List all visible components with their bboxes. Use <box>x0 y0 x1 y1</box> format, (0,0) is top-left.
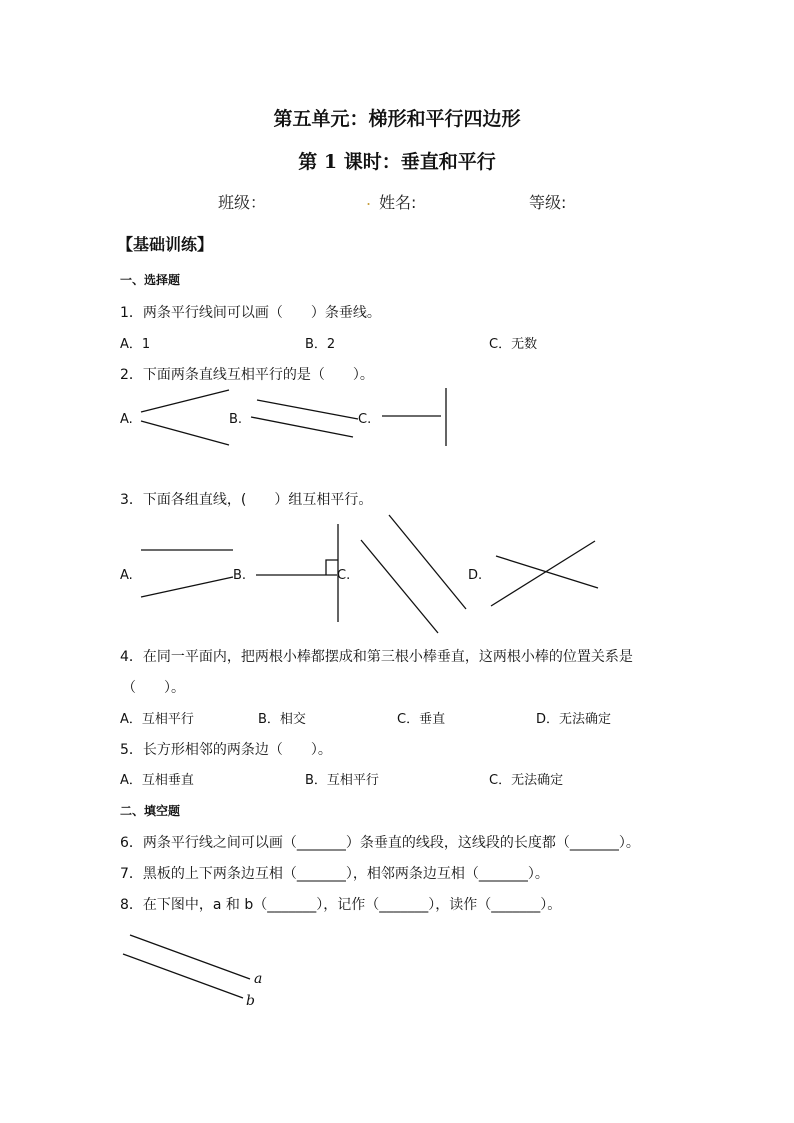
question-8: 8．在下图中，a 和 b（_______），记作（_______），读作（_______）。 <box>120 897 562 913</box>
q2-option-a: A. <box>120 412 133 427</box>
question-5: 5．长方形相邻的两条边（ ）。 <box>120 742 332 758</box>
q3-option-a: A. <box>120 568 133 583</box>
q4-option-d: D．无法确定 <box>536 712 612 727</box>
name-label: 姓名: <box>379 193 417 212</box>
q4-option-a: A．互相平行 <box>120 712 194 727</box>
q2-option-c: C. <box>358 412 372 427</box>
q8-line-b <box>123 954 243 998</box>
q4-option-c: C．垂直 <box>397 712 446 727</box>
section-heading: 【基础训练】 <box>117 235 214 254</box>
page-title: 第五单元：梯形和平行四边形 <box>273 108 521 130</box>
question-7: 7．黑板的上下两条边互相（_______），相邻两条边互相（_______）。 <box>120 866 549 882</box>
line-a-label: a <box>254 971 263 987</box>
q2-option-b: B. <box>229 412 243 427</box>
grade-label: 等级: <box>529 193 567 212</box>
q5-option-a: A．互相垂直 <box>120 773 194 788</box>
part2-heading: 二、填空题 <box>120 804 181 818</box>
q1-option-b: B．2 <box>305 337 336 352</box>
question-2: 2．下面两条直线互相平行的是（ ）。 <box>120 367 374 383</box>
class-label: 班级： <box>218 193 267 212</box>
q5-option-c: C．无法确定 <box>489 773 564 788</box>
q3-option-c: C. <box>337 568 351 583</box>
lesson-subtitle: 第 1 课时：垂直和平行 <box>298 151 496 173</box>
question-4-cont: （ ）。 <box>122 680 185 696</box>
question-6: 6．两条平行线之间可以画（_______）条垂直的线段，这线段的长度都（_______）。 <box>120 835 640 851</box>
question-3: 3．下面各组直线，( ）组互相平行。 <box>120 492 373 508</box>
q3-option-d: D. <box>468 568 483 583</box>
q3-option-b: B. <box>233 568 247 583</box>
line-b-label: b <box>246 993 255 1009</box>
q1-option-a: A．1 <box>120 337 151 352</box>
question-1: 1．两条平行线间可以画（ ）条垂线。 <box>120 305 381 321</box>
q8-line-a <box>130 935 250 979</box>
q5-option-b: B．互相平行 <box>305 773 379 788</box>
q1-option-c: C．无数 <box>489 337 538 352</box>
part1-heading: 一、选择题 <box>120 273 181 287</box>
separator-dot: . <box>366 190 372 209</box>
question-4: 4．在同一平面内，把两根小棒都摆成和第三根小棒垂直，这两根小棒的位置关系是 <box>120 649 633 665</box>
q4-option-b: B．相交 <box>258 712 306 727</box>
